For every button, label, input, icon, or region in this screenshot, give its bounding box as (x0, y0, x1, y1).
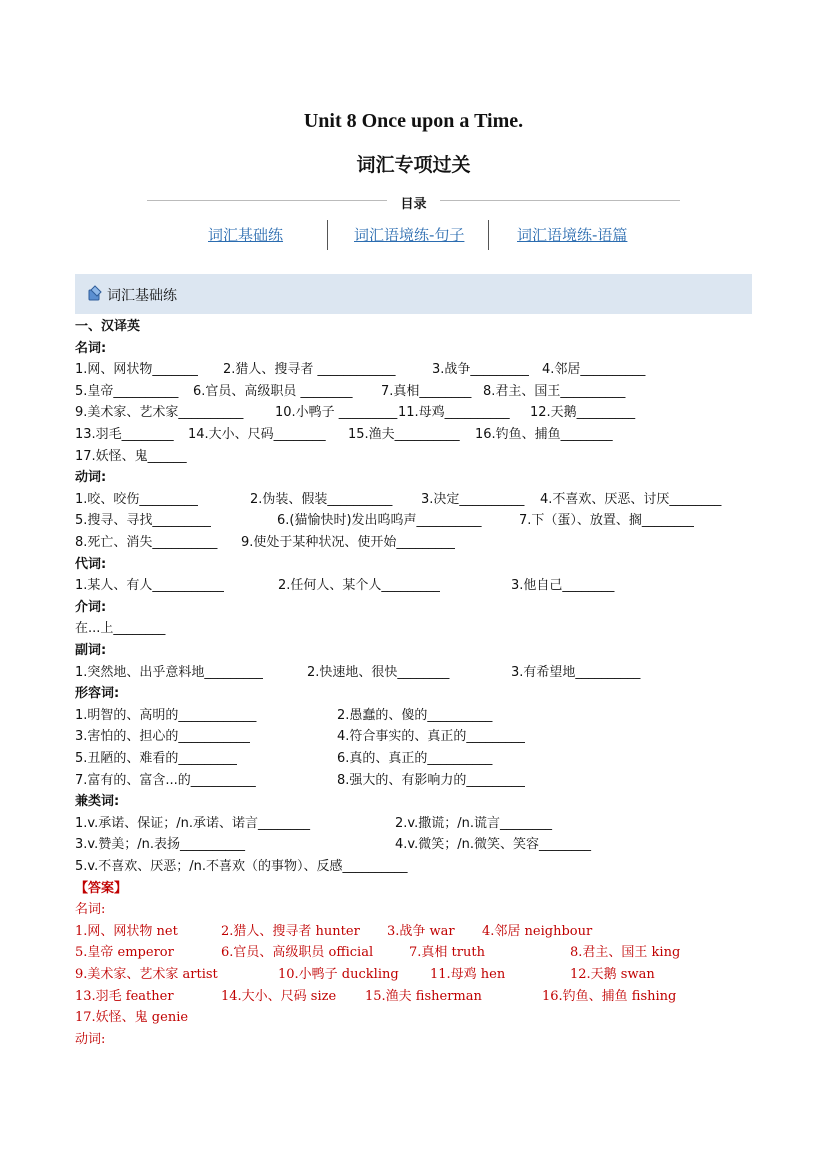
fill-blank-item: 15.渔夫__________ (348, 427, 460, 442)
fill-blank-item: 5.皇帝 emperor (75, 945, 174, 961)
document-title: Unit 8 Once upon a Time. (303, 110, 524, 132)
category-label: 代词: (75, 556, 107, 572)
fill-blank-item: 6.官员、高级职员 official (221, 945, 374, 961)
answer-category-label: 动词: (75, 1031, 106, 1047)
fill-blank-item: 3.他自己________ (511, 578, 615, 594)
fill-blank-item: 13.羽毛 feather (75, 988, 174, 1004)
fill-blank-item: 6.官员、高级职员 ________ (193, 383, 353, 399)
toc-link-basic[interactable]: 词汇基础练 (208, 226, 284, 244)
fill-blank-item: 7.真相________ (381, 383, 472, 399)
toc-separator (488, 220, 489, 250)
answer-category-label: 名词: (75, 902, 106, 918)
category-label: 介词: (75, 599, 107, 615)
fill-blank-item: 11.母鸡 hen (430, 967, 506, 982)
section-banner-title: 词汇基础练 (107, 288, 177, 304)
fill-blank-item: 2.猎人、搜寻者 hunter (221, 923, 360, 939)
category-label: 形容词: (75, 686, 120, 702)
fill-blank-item: 4.v.微笑；/n.微笑、笑容________ (395, 837, 591, 853)
fill-blank-item: 3.决定__________ (421, 491, 525, 507)
category-label: 兼类词: (75, 794, 120, 810)
fill-blank-item: 17.妖怪、鬼______ (75, 448, 187, 464)
fill-blank-item: 7.下（蛋）、放置、搁________ (519, 513, 694, 529)
fill-blank-item: 14.大小、尺码________ (188, 427, 326, 442)
fill-blank-item: 2.任何人、某个人_________ (278, 578, 440, 594)
fill-blank-item: 2.猎人、搜寻者 ____________ (223, 362, 396, 378)
fill-blank-item: 4.不喜欢、厌恶、讨厌________ (540, 491, 722, 507)
toc-heading: 目录 (400, 197, 427, 212)
fill-blank-item: 在...上________ (75, 621, 166, 637)
fill-blank-item: 2.愚蠢的、傻的__________ (337, 707, 493, 723)
fill-blank-item: 1.网、网状物 net (75, 923, 178, 939)
fill-blank-item: 6.真的、真正的__________ (337, 751, 493, 766)
fill-blank-item: 1.咬、咬伤_________ (75, 491, 198, 507)
fill-blank-item: 5.搜寻、寻找_________ (75, 513, 211, 529)
fill-blank-item: 1.明智的、高明的____________ (75, 707, 257, 723)
fill-blank-item: 9.使处于某种状况、使开始_________ (241, 535, 455, 550)
fill-blank-item: 1.网、网状物_______ (75, 362, 198, 378)
fill-blank-item: 10.小鸭子 _________ (275, 405, 398, 421)
fill-blank-item: 8.死亡、消失__________ (75, 535, 218, 550)
fill-blank-item: 2.伪装、假装__________ (250, 491, 393, 507)
part-heading: 一、汉译英 (75, 319, 141, 334)
fill-blank-item: 4.邻居__________ (542, 362, 646, 378)
pencil-icon (86, 284, 104, 306)
answer-heading: 【答案】 (75, 880, 128, 896)
fill-blank-item: 1.突然地、出乎意料地_________ (75, 664, 263, 680)
fill-blank-item: 16.钓鱼、捕鱼________ (475, 427, 613, 442)
fill-blank-item: 1.v.承诺、保证；/n.承诺、诺言________ (75, 815, 310, 831)
toc-separator (327, 220, 328, 250)
fill-blank-item: 8.君主、国王__________ (483, 383, 626, 399)
fill-blank-item: 12.天鹅_________ (530, 405, 636, 421)
fill-blank-item: 1.某人、有人___________ (75, 578, 224, 594)
fill-blank-item: 10.小鸭子 duckling (278, 967, 399, 982)
fill-blank-item: 3.战争_________ (432, 362, 529, 378)
fill-blank-item: 7.真相 truth (409, 945, 485, 961)
fill-blank-item: 3.战争 war (387, 923, 455, 939)
fill-blank-item: 4.符合事实的、真正的_________ (337, 729, 525, 745)
fill-blank-item: 17.妖怪、鬼 genie (75, 1010, 189, 1026)
fill-blank-item: 7.富有的、富含...的__________ (75, 772, 256, 788)
toc-link-sentence[interactable]: 词汇语境练-句子 (354, 226, 465, 244)
fill-blank-item: 2.快速地、很快________ (307, 664, 450, 680)
category-label: 副词: (75, 643, 107, 658)
fill-blank-item: 9.美术家、艺术家__________ (75, 405, 244, 421)
fill-blank-item: 3.v.赞美；/n.表扬__________ (75, 837, 245, 853)
fill-blank-item: 4.邻居 neighbour (482, 923, 593, 939)
fill-blank-item: 5.皇帝__________ (75, 383, 179, 399)
fill-blank-item: 6.(猫愉快时)发出呜呜声__________ (277, 513, 482, 529)
fill-blank-item: 14.大小、尺码 size (221, 988, 337, 1004)
fill-blank-item: 9.美术家、艺术家 artist (75, 967, 218, 982)
fill-blank-item: 5.丑陋的、难看的_________ (75, 751, 237, 766)
section-banner (75, 274, 752, 314)
fill-blank-item: 3.有希望地__________ (511, 664, 641, 680)
fill-blank-item: 8.强大的、有影响力的_________ (337, 772, 525, 788)
fill-blank-item: 15.渔夫 fisherman (365, 988, 482, 1004)
toc-link-passage[interactable]: 词汇语境练-语篇 (517, 226, 628, 244)
category-label: 动词: (75, 470, 107, 486)
fill-blank-item: 2.v.撒谎；/n.谎言________ (395, 815, 552, 831)
fill-blank-item: 13.羽毛________ (75, 427, 174, 442)
fill-blank-item: 12.天鹅 swan (570, 967, 655, 982)
document-subtitle: 词汇专项过关 (356, 154, 471, 176)
fill-blank-item: 16.钓鱼、捕鱼 fishing (542, 988, 677, 1004)
fill-blank-item: 3.害怕的、担心的___________ (75, 729, 250, 745)
fill-blank-item: 8.君主、国王 king (570, 945, 681, 961)
fill-blank-item: 11.母鸡__________ (398, 405, 510, 421)
category-label: 名词: (75, 340, 107, 356)
fill-blank-item: 5.v.不喜欢、厌恶；/n.不喜欢（的事物）、反感__________ (75, 859, 408, 874)
